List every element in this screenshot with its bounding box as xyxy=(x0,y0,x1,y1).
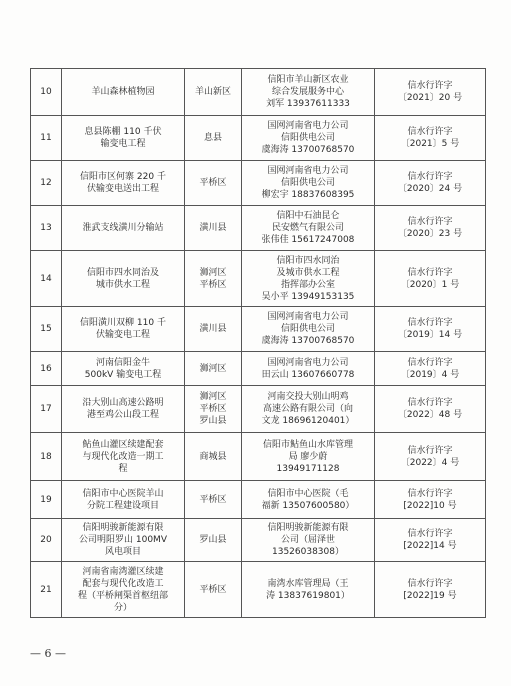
project-name: 信阳市中心医院羊山 分院工程建设项目 xyxy=(62,481,185,519)
region: 浉河区 平桥区 罗山县 xyxy=(185,386,242,433)
row-number: 12 xyxy=(31,161,62,206)
region: 罗山县 xyxy=(185,519,242,562)
table-row xyxy=(31,352,486,386)
table-row xyxy=(31,481,486,519)
construction-unit: 信阳市鲇鱼山水库管理 局 廖少蔚 13949171128 xyxy=(242,433,375,481)
construction-unit: 国网河南省电力公司 信阳供电公司 柳宏宇 18837608395 xyxy=(242,161,375,206)
region: 浉河区 xyxy=(185,352,242,386)
row-number: 20 xyxy=(31,519,62,562)
region: 潢川县 xyxy=(185,206,242,251)
region: 息县 xyxy=(185,116,242,161)
row-number: 15 xyxy=(31,307,62,352)
license-number: 信水行许字 [2022]10 号 xyxy=(375,481,486,519)
row-number: 18 xyxy=(31,433,62,481)
table-row xyxy=(31,116,486,161)
project-name: 淮武支线潢川分输站 xyxy=(62,206,185,251)
project-name: 信阳市区何寨 220 千 伏输变电送出工程 xyxy=(62,161,185,206)
construction-unit: 信阳明骏新能源有限 公司（屈泽世 13526038308） xyxy=(242,519,375,562)
permit-table-body xyxy=(31,69,486,618)
row-number: 14 xyxy=(31,251,62,307)
license-number: 信水行许字 [2022]14 号 xyxy=(375,519,486,562)
license-number: 信水行许字 〔2022〕4 号 xyxy=(375,433,486,481)
table-row xyxy=(31,519,486,562)
region: 平桥区 xyxy=(185,562,242,618)
construction-unit: 信阳市中心医院（毛 福新 13507600580） xyxy=(242,481,375,519)
project-name: 信阳市四水同治及 城市供水工程 xyxy=(62,251,185,307)
row-number: 17 xyxy=(31,386,62,433)
region: 平桥区 xyxy=(185,481,242,519)
construction-unit: 国网河南省电力公司 信阳供电公司 虞海涛 13700768570 xyxy=(242,307,375,352)
construction-unit: 南湾水库管理局（王 涛 13837619801） xyxy=(242,562,375,618)
region: 潢川县 xyxy=(185,307,242,352)
license-number: 信水行许字 〔2022〕48 号 xyxy=(375,386,486,433)
construction-unit: 国网河南省电力公司 信阳供电公司 虞海涛 13700768570 xyxy=(242,116,375,161)
license-number: 信水行许字 〔2019〕14 号 xyxy=(375,307,486,352)
project-name: 羊山森林植物园 xyxy=(62,69,185,116)
region: 平桥区 xyxy=(185,161,242,206)
project-name: 河南省南湾灌区续建 配套与现代化改造工 程（平桥闸渠首枢纽部 分） xyxy=(62,562,185,618)
license-number: 信水行许字 〔2020〕23 号 xyxy=(375,206,486,251)
permit-table xyxy=(30,68,486,618)
project-name: 信阳明骏新能源有限 公司明阳罗山 100MV 风电项目 xyxy=(62,519,185,562)
region: 商城县 xyxy=(185,433,242,481)
project-name: 河南信阳金牛 500kV 输变电工程 xyxy=(62,352,185,386)
region: 浉河区 平桥区 xyxy=(185,251,242,307)
row-number: 21 xyxy=(31,562,62,618)
row-number: 11 xyxy=(31,116,62,161)
table-row xyxy=(31,251,486,307)
row-number: 13 xyxy=(31,206,62,251)
project-name: 鲇鱼山灌区续建配套 与现代化改造一期工 程 xyxy=(62,433,185,481)
construction-unit: 河南交投大别山明鸡 高速公路有限公司（向 文龙 18696120401） xyxy=(242,386,375,433)
region: 羊山新区 xyxy=(185,69,242,116)
construction-unit: 国网河南省电力公司 田云山 13607660778 xyxy=(242,352,375,386)
license-number: 信水行许字 [2022]19 号 xyxy=(375,562,486,618)
license-number: 信水行许字 〔2020〕24 号 xyxy=(375,161,486,206)
construction-unit: 信阳中石油昆仑 民安燃气有限公司 张伟佳 15617247008 xyxy=(242,206,375,251)
license-number: 信水行许字 〔2021〕5 号 xyxy=(375,116,486,161)
table-row xyxy=(31,161,486,206)
row-number: 10 xyxy=(31,69,62,116)
project-name: 沿大别山高速公路明 港至鸡公山段工程 xyxy=(62,386,185,433)
table-row xyxy=(31,386,486,433)
table-row xyxy=(31,206,486,251)
table-row xyxy=(31,307,486,352)
construction-unit: 信阳市四水同治 及城市供水工程 指挥部办公室 吴小平 13949153135 xyxy=(242,251,375,307)
table-row xyxy=(31,433,486,481)
row-number: 19 xyxy=(31,481,62,519)
row-number: 16 xyxy=(31,352,62,386)
license-number: 信水行许字 〔2020〕1 号 xyxy=(375,251,486,307)
table-row xyxy=(31,562,486,618)
table-row xyxy=(31,69,486,116)
page-number: — 6 — xyxy=(30,647,66,660)
construction-unit: 信阳市羊山新区农业 综合发展服务中心 刘军 13937611333 xyxy=(242,69,375,116)
project-name: 信阳潢川双柳 110 千 伏输变电工程 xyxy=(62,307,185,352)
license-number: 信水行许字 〔2019〕4 号 xyxy=(375,352,486,386)
project-name: 息县陈棚 110 千伏 输变电工程 xyxy=(62,116,185,161)
license-number: 信水行许字 〔2021〕20 号 xyxy=(375,69,486,116)
